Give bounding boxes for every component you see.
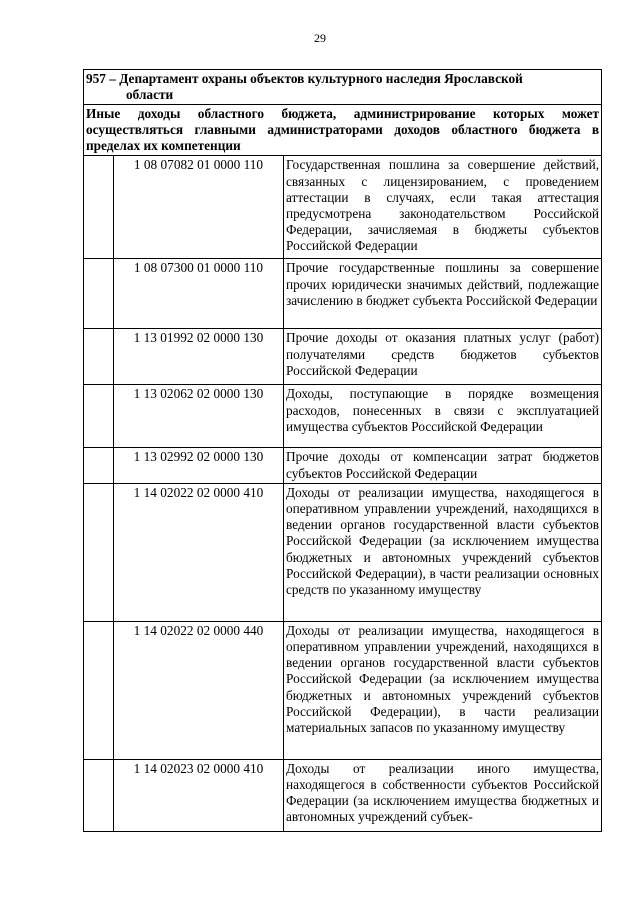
revenue-description: Доходы, поступающие в порядке возмещения расходов, понесенных в связи с эксплуатацией имущества субъектов Российской Федерации xyxy=(284,385,602,448)
empty-cell xyxy=(84,448,114,483)
revenue-description: Прочие государственные пошлины за совершение прочих юридически значимых действий, подлежащие зачислению в бюджет субъекта Российской Федерации xyxy=(284,259,602,329)
table-row xyxy=(84,385,602,448)
department-cell xyxy=(84,70,602,105)
table-row xyxy=(84,621,602,759)
empty-cell xyxy=(84,259,114,329)
table-row xyxy=(84,448,602,483)
department-continuation: области xyxy=(126,87,174,103)
section-heading: Иные доходы областного бюджета, администрирование которых может осуществляться главными администраторами доходов областного бюджета в пределах их компетенции xyxy=(84,105,602,156)
revenue-table xyxy=(83,69,602,832)
revenue-code: 1 13 01992 02 0000 130 xyxy=(114,329,284,385)
empty-cell xyxy=(84,156,114,259)
table-row xyxy=(84,329,602,385)
revenue-code: 1 14 02022 02 0000 410 xyxy=(114,483,284,621)
department-row xyxy=(84,70,602,105)
table-row xyxy=(84,259,602,329)
revenue-description: Доходы от реализации иного имущества, находящегося в собственности субъектов Российской Федерации (за исключением имущества бюджетных и автономных учреждений субъек- xyxy=(284,759,602,831)
page-number: 29 xyxy=(314,31,326,45)
empty-cell xyxy=(84,483,114,621)
revenue-code: 1 14 02023 02 0000 410 xyxy=(114,759,284,831)
empty-cell xyxy=(84,329,114,385)
revenue-code: 1 08 07082 01 0000 110 xyxy=(114,156,284,259)
table-row xyxy=(84,156,602,259)
revenue-code: 1 13 02992 02 0000 130 xyxy=(114,448,284,483)
empty-cell xyxy=(84,385,114,448)
revenue-description: Доходы от реализации имущества, находящегося в оперативном управлении учреждений, находящихся в ведении органов государственной власти субъектов Российской Федерации (за исключением имущества бюджетных и автономных учреждений субъектов Российской Федерации), в части реализации основных средств по указанному имуществу xyxy=(284,483,602,621)
revenue-code: 1 08 07300 01 0000 110 xyxy=(114,259,284,329)
empty-cell xyxy=(84,621,114,759)
department-code-line: 957 – Департамент охраны объектов культурного наследия Ярославской xyxy=(86,71,523,86)
table-row xyxy=(84,483,602,621)
revenue-description: Государственная пошлина за совершение действий, связанных с лицензированием, с проведением аттестации в случаях, если такая аттестация предусмотрена законодательством Российской Федерации, зачисляемая в бюджеты субъектов Российской Федерации xyxy=(284,156,602,259)
revenue-description: Прочие доходы от оказания платных услуг (работ) получателями средств бюджетов субъектов Российской Федерации xyxy=(284,329,602,385)
revenue-code: 1 13 02062 02 0000 130 xyxy=(114,385,284,448)
revenue-code: 1 14 02022 02 0000 440 xyxy=(114,621,284,759)
section-heading-row xyxy=(84,105,602,156)
empty-cell xyxy=(84,759,114,831)
table-row xyxy=(84,759,602,831)
revenue-description: Прочие доходы от компенсации затрат бюджетов субъектов Российской Федерации xyxy=(284,448,602,483)
revenue-description: Доходы от реализации имущества, находящегося в оперативном управлении учреждений, находящихся в ведении органов государственной власти субъектов Российской Федерации (за исключением имущества бюджетных и автономных учреждений субъектов Российской Федерации), в части реализации материальных запасов по указанному имуществу xyxy=(284,621,602,759)
